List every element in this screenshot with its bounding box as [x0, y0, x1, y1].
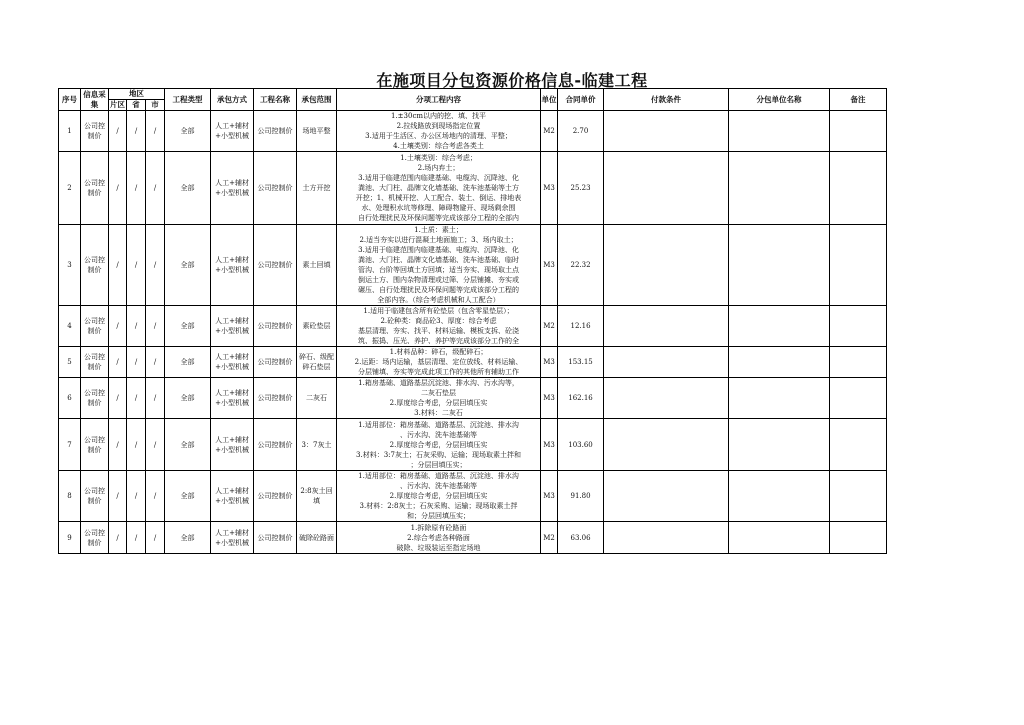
cell-content: [337, 378, 541, 419]
content-line: 2.拉线路放到现场指定位置: [396, 122, 481, 130]
cell-project-name: 公司控制价: [254, 471, 297, 522]
cell-info-source: 公司控制价: [81, 306, 109, 347]
table-row: [59, 378, 887, 419]
content-line: 2.场内弃土；: [417, 164, 460, 172]
table-row: [59, 471, 887, 522]
cell-payment: [604, 306, 729, 347]
header-unit: 单位: [541, 89, 558, 111]
content-line: 基层清理、夯实、找平、材料运输、模板支拆、砼浇: [358, 327, 520, 335]
header-price: 合同单价: [558, 89, 604, 111]
content-line: 、污水沟、洗车池基础等: [400, 430, 478, 439]
cell-area: /: [109, 111, 127, 152]
cell-unit: M3: [541, 378, 558, 419]
cell-info-source: 公司控制价: [81, 471, 109, 522]
cell-payment: [604, 111, 729, 152]
cell-price: 153.15: [558, 347, 604, 378]
cell-subcontractor: [729, 347, 830, 378]
cell-contract-mode: 人工+辅材+小型机械: [211, 378, 254, 419]
content-line: 1.±30cm以内的挖、填、找平: [391, 112, 487, 120]
content-line: 1.适用部位：箱房基础、道路基层、沉淀池、排水沟: [358, 420, 519, 429]
cell-province: /: [127, 111, 146, 152]
header-payment: 付款条件: [604, 89, 729, 111]
cell-info-source: 公司控制价: [81, 225, 109, 306]
cell-seq: 3: [59, 225, 81, 306]
cell-remark: [830, 347, 887, 378]
content-line: 倒运土方、围内杂物清理或过筛、分层铺摊、夯实或: [358, 276, 520, 284]
content-line: 3.材料：2:8灰土；石灰采购、运输；现场取素土拌: [359, 502, 518, 510]
content-line: 3.材料：二灰石: [414, 409, 463, 417]
header-project-name: 工程名称: [254, 89, 297, 111]
cell-unit: M2: [541, 111, 558, 152]
content-line: 1.箱房基础、道路基层沉淀池、排水沟、污水沟等，: [358, 379, 519, 387]
cell-project-name: 公司控制价: [254, 419, 297, 471]
cell-area: /: [109, 419, 127, 471]
header-project-type: 工程类型: [165, 89, 211, 111]
cell-info-source: 公司控制价: [81, 152, 109, 225]
header-seq: 序号: [59, 89, 81, 111]
page-title: 在施项目分包资源价格信息-临建工程: [376, 71, 648, 90]
cell-payment: [604, 347, 729, 378]
content-line: 1.适用部位：箱房基础、道路基层、沉淀池、排水沟: [358, 472, 519, 480]
cell-city: /: [146, 225, 165, 306]
cell-province: /: [127, 378, 146, 419]
cell-content: [337, 152, 541, 225]
cell-content: [337, 225, 541, 306]
cell-city: /: [146, 111, 165, 152]
cell-content: [337, 347, 541, 378]
table-row: [59, 347, 887, 378]
content-line: 2.厚度综合考虑，分层回填压实: [389, 399, 488, 407]
cell-remark: [830, 111, 887, 152]
cell-province: /: [127, 152, 146, 225]
header-info-source: 信息采集: [81, 89, 109, 111]
cell-project-name: 公司控制价: [254, 522, 297, 554]
content-line: 1.适用于临建包含所有砼垫层（包含零星垫层）；: [363, 307, 514, 315]
cell-remark: [830, 378, 887, 419]
content-line: 破除、垃圾装运至指定场地: [396, 543, 481, 552]
cell-remark: [830, 419, 887, 471]
cell-unit: M3: [541, 152, 558, 225]
cell-price: 25.23: [558, 152, 604, 225]
cell-contract-mode: 人工+辅材+小型机械: [211, 306, 254, 347]
cell-project-name: 公司控制价: [254, 225, 297, 306]
cell-contract-mode: 人工+辅材+小型机械: [211, 347, 254, 378]
content-line: 3.材料：3:7灰土；石灰采购、运输；现场取素土拌和: [356, 450, 521, 459]
content-line: 2.运距：场内运输，基层清理、定位放线、材料运输、: [354, 358, 523, 366]
cell-province: /: [127, 306, 146, 347]
cell-remark: [830, 522, 887, 554]
header-subcontractor: 分包单位名称: [729, 89, 830, 111]
cell-contract-mode: 人工+辅材+小型机械: [211, 111, 254, 152]
header-remark: 备注: [830, 89, 887, 111]
cell-project-type: 全部: [165, 152, 211, 225]
cell-content: [337, 419, 541, 471]
cell-remark: [830, 306, 887, 347]
content-line: 自行处理扰民及环保问题等完成该部分工程的全部内: [358, 214, 520, 222]
header-region: 地区: [109, 89, 165, 100]
cell-subcontractor: [729, 522, 830, 554]
cell-city: /: [146, 152, 165, 225]
cell-project-type: 全部: [165, 225, 211, 306]
cell-price: 103.60: [558, 419, 604, 471]
content-line: 筑、振捣、压光、养护、养护等完成该部分工作的全: [358, 337, 520, 345]
content-line: 2.适当夯实以进行混凝土地面施工；3、场内取土；: [359, 236, 518, 244]
cell-content: [337, 471, 541, 522]
content-line: 3.适用于生活区、办公区场地内的清理、平整；: [365, 132, 512, 140]
content-line: 、污水沟、洗车池基础等: [400, 482, 478, 490]
cell-project-type: 全部: [165, 419, 211, 471]
table-row: [59, 152, 887, 225]
table-row: [59, 111, 887, 152]
cell-unit: M3: [541, 419, 558, 471]
cell-unit: M2: [541, 522, 558, 554]
content-line: 分层铺填、夯实等完成此项工作的其他所有辅助工作: [358, 368, 520, 376]
price-table: [58, 88, 887, 554]
cell-remark: [830, 152, 887, 225]
cell-seq: 8: [59, 471, 81, 522]
content-line: 1.材料品种：碎石，级配碎石；: [389, 348, 488, 356]
cell-unit: M2: [541, 306, 558, 347]
content-line: 2.厚度综合考虑，分层回填压实: [389, 492, 488, 500]
cell-scope: 素土回填: [297, 225, 337, 306]
cell-area: /: [109, 378, 127, 419]
cell-scope: 素砼垫层: [297, 306, 337, 347]
cell-province: /: [127, 347, 146, 378]
header-content: 分项工程内容: [337, 89, 541, 111]
header-contract-mode: 承包方式: [211, 89, 254, 111]
cell-content: [337, 111, 541, 152]
cell-area: /: [109, 347, 127, 378]
cell-scope: 破除砼路面: [297, 522, 337, 554]
content-line: 粪池、大门柱、晶牌文化墙基础、洗车池基础、临时: [358, 256, 520, 264]
cell-seq: 4: [59, 306, 81, 347]
cell-content: [337, 306, 541, 347]
cell-city: /: [146, 471, 165, 522]
cell-scope: 3：7灰土: [297, 419, 337, 471]
table-row: [59, 306, 887, 347]
table-row: [59, 225, 887, 306]
content-line: 全部内容。（综合考虑机械和人工配合）: [377, 296, 500, 304]
header-region-province: 省: [127, 100, 146, 111]
cell-subcontractor: [729, 111, 830, 152]
table-row: [59, 419, 887, 471]
cell-project-type: 全部: [165, 306, 211, 347]
cell-subcontractor: [729, 378, 830, 419]
cell-project-name: 公司控制价: [254, 306, 297, 347]
cell-project-name: 公司控制价: [254, 152, 297, 225]
cell-scope: 土方开挖: [297, 152, 337, 225]
cell-city: /: [146, 419, 165, 471]
cell-subcontractor: [729, 471, 830, 522]
cell-scope: 2:8灰土回填: [297, 471, 337, 522]
content-line: 和；分层回填压实；: [407, 512, 471, 520]
cell-subcontractor: [729, 419, 830, 471]
cell-info-source: 公司控制价: [81, 378, 109, 419]
cell-seq: 6: [59, 378, 81, 419]
cell-payment: [604, 225, 729, 306]
cell-project-type: 全部: [165, 378, 211, 419]
header-scope: 承包范围: [297, 89, 337, 111]
cell-city: /: [146, 522, 165, 554]
content-line: 二灰石垫层: [421, 389, 457, 397]
content-line: 2.厚度综合考虑，分层回填压实: [389, 440, 488, 449]
cell-unit: M3: [541, 225, 558, 306]
cell-price: 12.16: [558, 306, 604, 347]
cell-remark: [830, 471, 887, 522]
cell-price: 63.06: [558, 522, 604, 554]
cell-contract-mode: 人工+辅材+小型机械: [211, 152, 254, 225]
content-line: 2.砼种类：商品砼3、厚度：综合考虑: [380, 317, 497, 325]
cell-scope: 场地平整: [297, 111, 337, 152]
content-line: 3.适用于临建范围内临建基础、电缆沟、沉降池、化: [358, 174, 519, 182]
cell-contract-mode: 人工+辅材+小型机械: [211, 522, 254, 554]
cell-area: /: [109, 152, 127, 225]
content-line: 碾压、自行处理扰民及环保问题等完成该部分工程的: [358, 286, 520, 294]
cell-unit: M3: [541, 347, 558, 378]
cell-unit: M3: [541, 471, 558, 522]
cell-price: 91.80: [558, 471, 604, 522]
cell-content: [337, 522, 541, 554]
cell-city: /: [146, 347, 165, 378]
content-line: 开挖；1、机械开挖、人工配合、装土、倒运、排地表: [355, 194, 522, 202]
cell-contract-mode: 人工+辅材+小型机械: [211, 471, 254, 522]
cell-price: 162.16: [558, 378, 604, 419]
cell-subcontractor: [729, 152, 830, 225]
cell-seq: 7: [59, 419, 81, 471]
cell-payment: [604, 152, 729, 225]
table-row: [59, 522, 887, 554]
cell-province: /: [127, 225, 146, 306]
cell-seq: 1: [59, 111, 81, 152]
cell-area: /: [109, 306, 127, 347]
content-line: 水、处理积水坑等修理、障碍物避开、现场剩余围: [361, 204, 516, 212]
content-line: 3.适用于临建范围内临建基础、电缆沟、沉降池、化: [358, 246, 519, 254]
cell-seq: 2: [59, 152, 81, 225]
content-line: 粪池、大门柱、晶牌文化墙基础、洗车池基础等土方: [358, 184, 520, 192]
cell-payment: [604, 522, 729, 554]
cell-payment: [604, 378, 729, 419]
cell-contract-mode: 人工+辅材+小型机械: [211, 225, 254, 306]
cell-project-type: 全部: [165, 347, 211, 378]
content-line: 4.土壤类别：综合考虑各类土: [393, 142, 484, 150]
cell-contract-mode: 人工+辅材+小型机械: [211, 419, 254, 471]
content-line: 1.土壤类别：综合考虑；: [400, 154, 477, 162]
cell-subcontractor: [729, 225, 830, 306]
cell-province: /: [127, 419, 146, 471]
cell-seq: 9: [59, 522, 81, 554]
cell-city: /: [146, 378, 165, 419]
cell-project-type: 全部: [165, 522, 211, 554]
cell-project-name: 公司控制价: [254, 378, 297, 419]
header-region-city: 市: [146, 100, 165, 111]
content-line: 管沟、台阶等回填土方回填；适当夯实、现场取土点: [358, 266, 520, 274]
cell-city: /: [146, 306, 165, 347]
header-region-area: 片区: [110, 100, 125, 109]
cell-subcontractor: [729, 306, 830, 347]
content-line: 1.土质：素土；: [414, 226, 463, 234]
cell-scope: 碎石、级配碎石垫层: [297, 347, 337, 378]
cell-price: 22.32: [558, 225, 604, 306]
cell-info-source: 公司控制价: [81, 347, 109, 378]
cell-scope: 二灰石: [297, 378, 337, 419]
cell-area: /: [109, 522, 127, 554]
cell-info-source: 公司控制价: [81, 111, 109, 152]
content-line: 1.拆除原有砼路面: [410, 523, 467, 532]
cell-price: 2.70: [558, 111, 604, 152]
cell-province: /: [127, 522, 146, 554]
cell-seq: 5: [59, 347, 81, 378]
content-line: ；分层回填压实；: [410, 460, 467, 469]
cell-project-type: 全部: [165, 471, 211, 522]
cell-project-type: 全部: [165, 111, 211, 152]
cell-info-source: 公司控制价: [81, 522, 109, 554]
cell-area: /: [109, 471, 127, 522]
cell-province: /: [127, 471, 146, 522]
cell-payment: [604, 471, 729, 522]
cell-area: /: [109, 225, 127, 306]
cell-info-source: 公司控制价: [81, 419, 109, 471]
cell-project-name: 公司控制价: [254, 111, 297, 152]
cell-remark: [830, 225, 887, 306]
content-line: 2.综合考虑各种路面: [407, 533, 470, 542]
cell-project-name: 公司控制价: [254, 347, 297, 378]
cell-payment: [604, 419, 729, 471]
